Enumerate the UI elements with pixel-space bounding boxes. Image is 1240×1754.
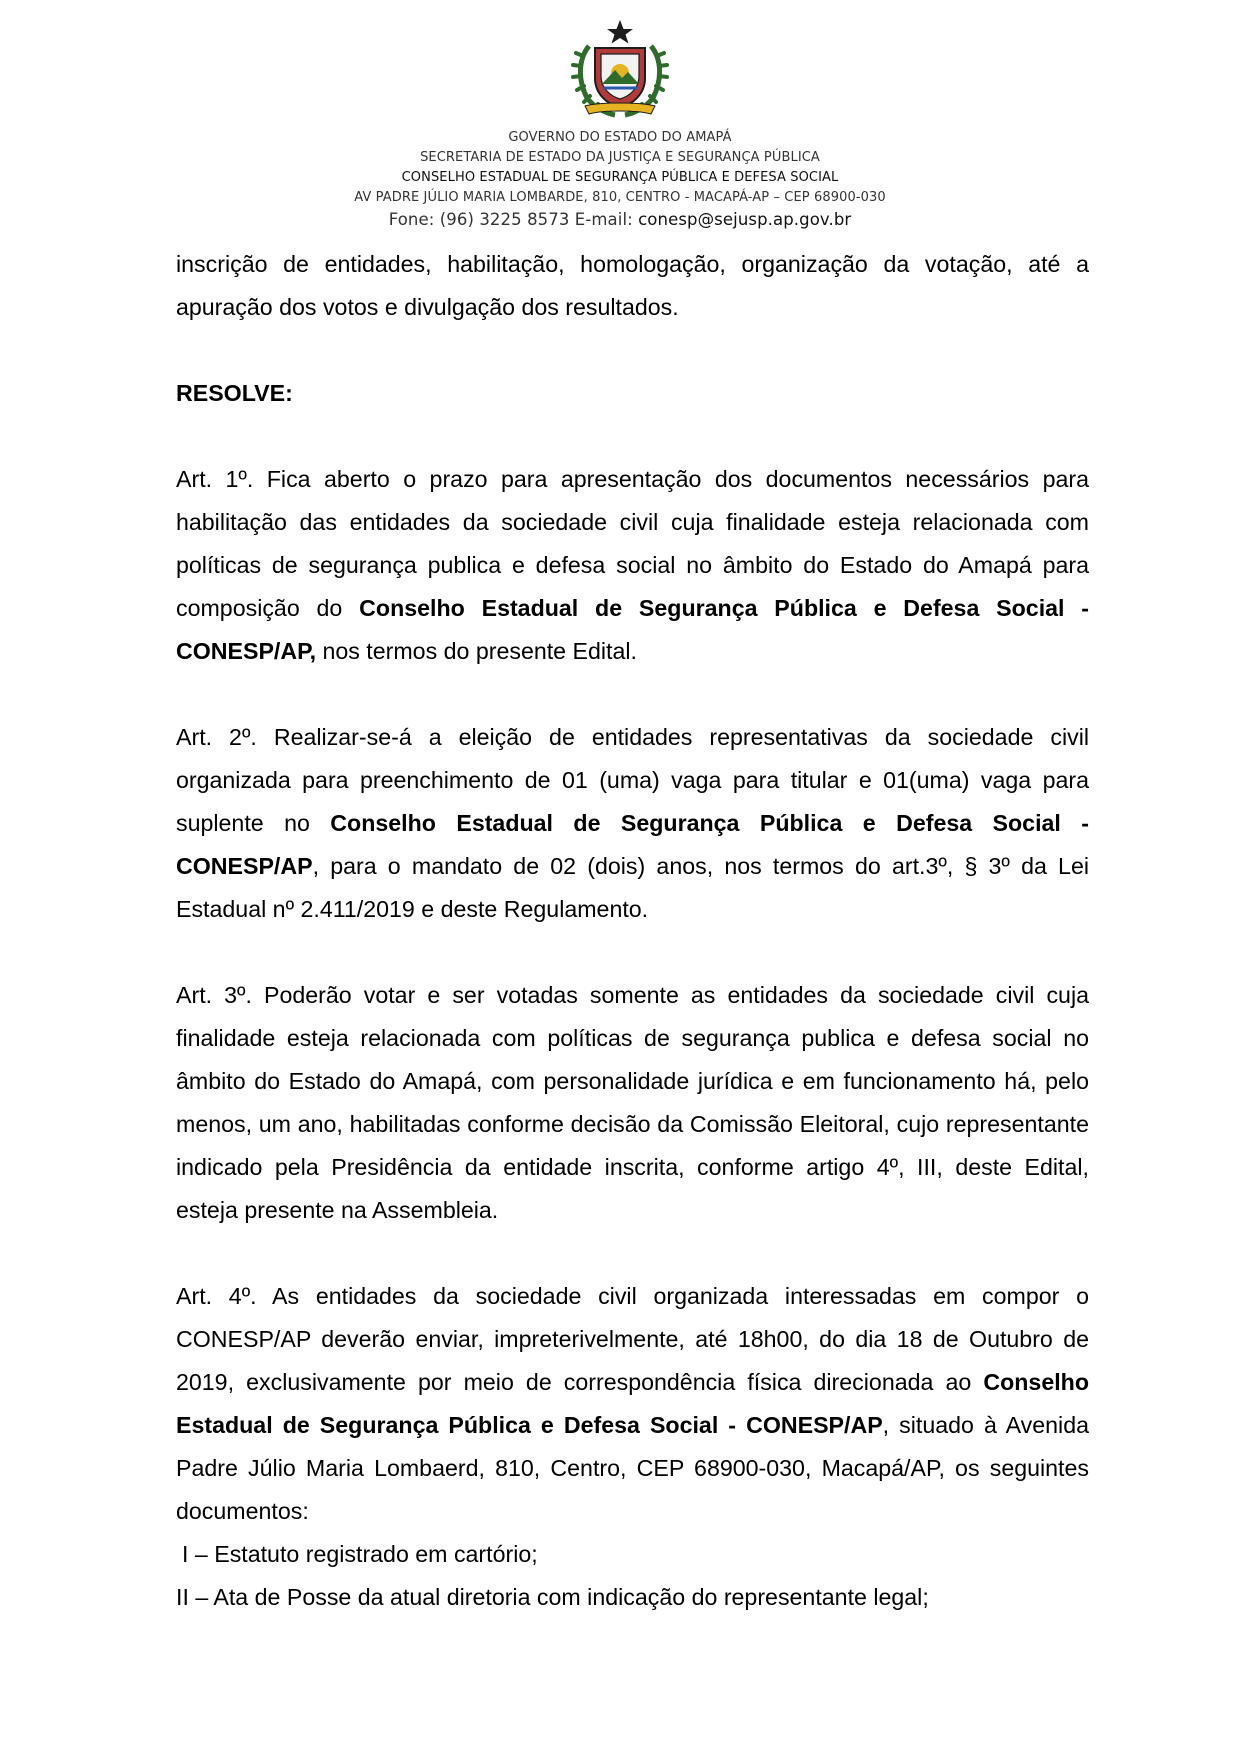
intro-paragraph: inscrição de entidades, habilitação, homologação, organização da votação, até a apuração dos votos e divulgação dos resultados.	[176, 251, 1089, 320]
list-item: I – Estatuto registrado em cartório;	[182, 1541, 538, 1567]
article-3: Art. 3º. Poderão votar e ser votadas somente as entidades da sociedade civil cuja finalidade esteja relacionada com políticas de segurança publica e defesa social no âmbito do Estado do Amapá, com personalidade jurídica e em funcionamento há, pelo menos, um ano, habilitadas conforme decisão da Comissão Eleitoral, cujo representante indicado pela Presidência da entidade inscrita, conforme artigo 4º, III, deste Edital, esteja presente na Assembleia.	[176, 982, 1089, 1223]
resolve-heading: RESOLVE:	[176, 380, 293, 406]
letterhead-phone: Fone: (96) 3225 8573 E-mail:	[388, 210, 639, 229]
document-body	[176, 243, 1089, 1619]
article-4-council-name: Conselho Estadual de Segurança Pública e Defesa Social - CONESP/AP	[176, 1369, 1089, 1438]
letterhead-secretariat: SECRETARIA DE ESTADO DA JUSTIÇA E SEGURANÇA PÚBLICA	[420, 150, 820, 165]
state-coat-of-arms-icon	[565, 18, 675, 118]
article-4: Art. 4º. As entidades da sociedade civil organizada interessadas em compor o CONESP/AP deverão enviar, impreterivelmente, até 18h00, do dia 18 de Outubro de 2019, exclusivamente por meio de correspondência física direcionada ao Conselho Estadual de Segurança Pública e Defesa Social - CONESP/AP, situado à Avenida Padre Júlio Maria Lombaerd, 810, Centro, CEP 68900-030, Macapá/AP, os seguintes documentos:	[176, 1283, 1089, 1524]
article-2: Art. 2º. Realizar-se-á a eleição de entidades representativas da sociedade civil organizada para preenchimento de 01 (uma) vaga para titular e 01(uma) vaga para suplente no Conselho Estadual de Segurança Pública e Defesa Social - CONESP/AP, para o mandato de 02 (dois) anos, nos termos do art.3º, § 3º da Lei Estadual nº 2.411/2019 e deste Regulamento.	[176, 724, 1089, 922]
letterhead-contact	[0, 208, 1240, 232]
article-1: Art. 1º. Fica aberto o prazo para apresentação dos documentos necessários para habilitação das entidades da sociedade civil cuja finalidade esteja relacionada com políticas de segurança publica e defesa social no âmbito do Estado do Amapá para composição do Conselho Estadual de Segurança Pública e Defesa Social - CONESP/AP, nos termos do presente Edital.	[176, 466, 1090, 664]
letterhead	[0, 18, 1240, 232]
article-1-council-name: Conselho Estadual de Segurança Pública e Defesa Social - CONESP/AP,	[176, 595, 1090, 664]
list-item: II – Ata de Posse da atual diretoria com indicação do representante legal;	[176, 1584, 929, 1610]
letterhead-government: GOVERNO DO ESTADO DO AMAPÁ	[508, 130, 732, 145]
letterhead-council: CONSELHO ESTADUAL DE SEGURANÇA PÚBLICA E DEFESA SOCIAL	[401, 170, 839, 185]
article-2-council-name: Conselho Estadual de Segurança Pública e Defesa Social - CONESP/AP	[176, 810, 1089, 879]
letterhead-email: conesp@sejusp.ap.gov.br	[638, 210, 852, 229]
letterhead-address: AV PADRE JÚLIO MARIA LOMBARDE, 810, CENTRO - MACAPÁ-AP – CEP 68900-030	[354, 190, 886, 205]
